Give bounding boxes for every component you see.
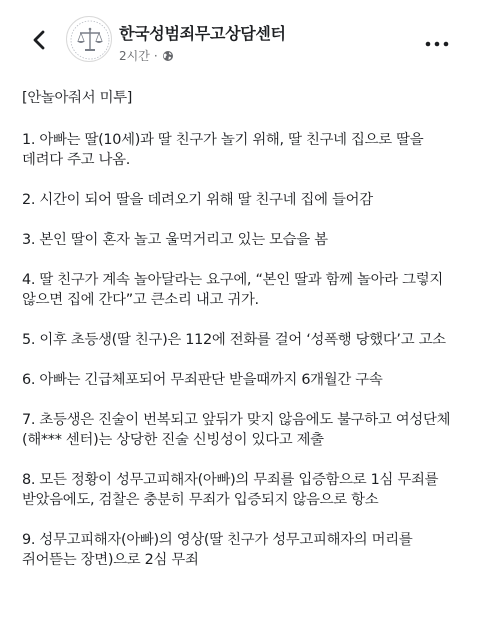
post-item-5: 5. 이후 초등생(딸 친구)은 112에 전화를 걸어 ‘성폭행 당했다’고 고소: [22, 332, 446, 348]
post-meta: [119, 47, 174, 64]
scales-of-justice-logo: [67, 17, 112, 62]
post-item-3: 3. 본인 딸이 혼자 놀고 울먹거리고 있는 모습을 봄: [22, 232, 328, 248]
post-title: [안놀아줘서 미투]: [22, 90, 133, 106]
post-item-4: 4. 딸 친구가 계속 놀아달라는 요구에, “본인 딸과 함께 놀아라 그렇지 않으면 집에 간다”고 큰소리 내고 귀가.: [22, 272, 443, 308]
post-item-9: 9. 성무고피해자(아빠)의 영상(딸 친구가 성무고피해자의 머리를 쥐어뜯는 장면)으로 2심 무죄: [22, 532, 413, 568]
more-options-button[interactable]: [424, 34, 450, 44]
more-dots-icon: [424, 39, 450, 49]
avatar[interactable]: [66, 16, 112, 62]
post-body: [22, 88, 462, 590]
post-item-1: 1. 아빠는 딸(10세)과 딸 친구가 놀기 위해, 딸 친구네 집으로 딸을 데려다 주고 나옴.: [22, 132, 424, 168]
post-item-6: 6. 아빠는 긴급체포되어 무죄판단 받을때까지 6개월간 구속: [22, 372, 383, 388]
post-item-7: 7. 초등생은 진술이 번복되고 앞뒤가 맞지 않음에도 불구하고 여성단체(해*** 센터)는 상당한 진술 신빙성이 있다고 제출: [22, 412, 451, 448]
meta-separator: ·: [153, 48, 158, 63]
page-name[interactable]: 한국성범죄무고상담센터: [119, 24, 286, 43]
globe-icon: [162, 50, 174, 62]
chevron-left-icon: [28, 28, 52, 52]
post-item-2: 2. 시간이 되어 딸을 데려오기 위해 딸 친구네 집에 들어감: [22, 192, 373, 208]
post-item-8: 8. 모든 정황이 성무고피해자(아빠)의 무죄를 입증함으로 1심 무죄를 받았음에도, 검찰은 충분히 무죄가 입증되지 않음으로 항소: [22, 472, 439, 508]
back-button[interactable]: [28, 28, 52, 52]
post-time[interactable]: 2시간: [119, 49, 150, 63]
post-header: [0, 0, 480, 80]
